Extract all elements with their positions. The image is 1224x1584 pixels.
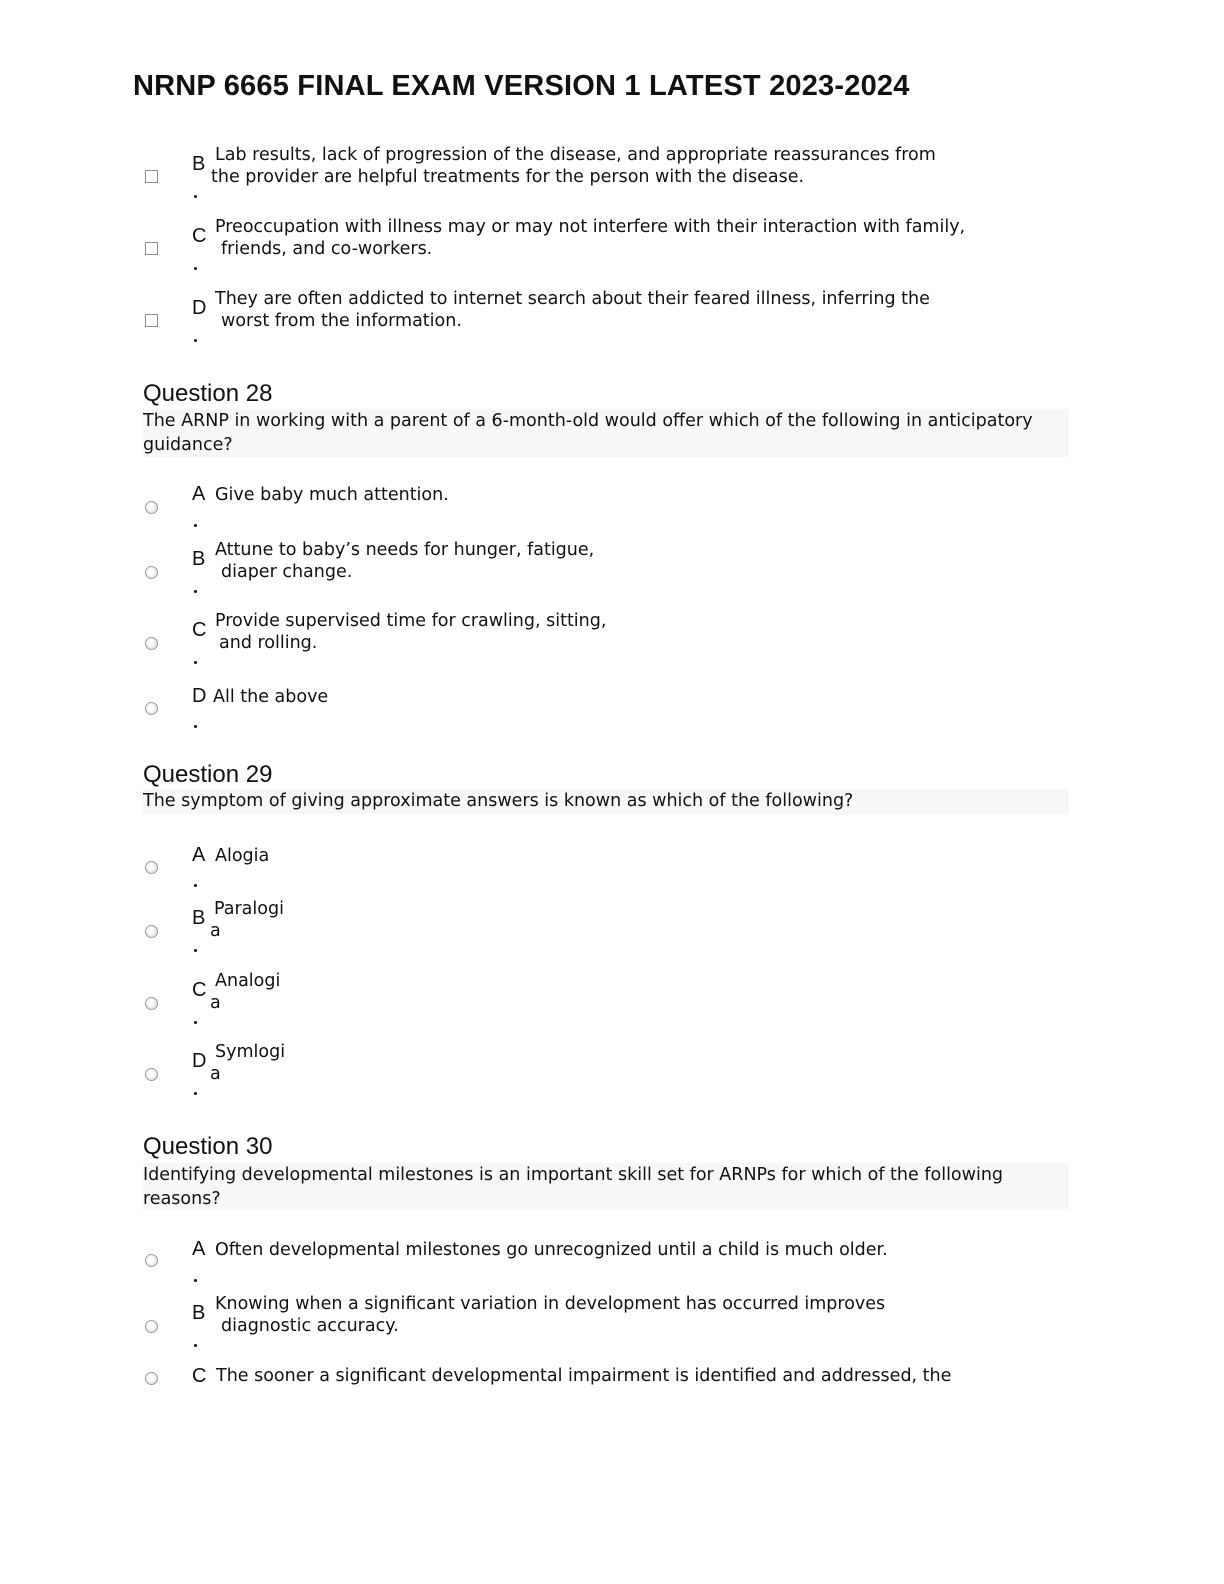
option-letter: B xyxy=(192,907,206,929)
option-letter: B xyxy=(192,153,206,175)
option-text xyxy=(215,1041,285,1063)
option-text-line1: Often developmental milestones go unrecognized until a child is much older. xyxy=(215,1240,888,1260)
bullet-dot xyxy=(194,1092,197,1095)
option-text xyxy=(215,1293,885,1337)
option-a[interactable] xyxy=(143,1237,1073,1287)
option-letter: D xyxy=(192,1050,207,1072)
option-letter: D xyxy=(192,297,207,319)
bullet-dot xyxy=(194,661,197,664)
option-text xyxy=(215,845,269,867)
option-text-line2: worst from the information. xyxy=(221,311,462,331)
option-letter: C xyxy=(192,1365,207,1387)
option-text xyxy=(215,216,965,260)
option-b[interactable] xyxy=(143,898,1073,958)
option-text-line1: Preoccupation with illness may or may not interfere with their interaction with family, xyxy=(215,217,966,237)
radio-button[interactable] xyxy=(145,861,158,874)
radio-button[interactable] xyxy=(145,1068,158,1081)
option-text-line1: Symlogi xyxy=(215,1042,286,1062)
option-letter: B xyxy=(192,1302,206,1324)
option-text xyxy=(215,970,280,992)
option-b[interactable] xyxy=(143,539,1073,599)
option-c[interactable] xyxy=(143,610,1073,670)
radio-button[interactable] xyxy=(145,702,158,715)
option-text-line1: Give baby much attention. xyxy=(215,485,449,505)
page-title: NRNP 6665 FINAL EXAM VERSION 1 LATEST 2023-2024 xyxy=(133,70,910,102)
checkbox[interactable] xyxy=(145,314,158,327)
option-b[interactable] xyxy=(143,1293,1073,1353)
option-text-line2: friends, and co-workers. xyxy=(221,239,433,259)
option-text xyxy=(211,144,936,188)
option-letter: B xyxy=(192,548,206,570)
option-text-line2: diaper change. xyxy=(221,562,353,582)
option-text-line1: Lab results, lack of progression of the disease, and appropriate reassurances from xyxy=(215,145,936,165)
option-text xyxy=(215,1239,888,1261)
question-text: Identifying developmental milestones is an important skill set for ARNPs for which of the following reasons? xyxy=(143,1163,1069,1210)
option-text xyxy=(215,610,606,654)
option-text-line1: Provide supervised time for crawling, sitting, xyxy=(215,611,607,631)
option-text-line2: the provider are helpful treatments for the person with the disease. xyxy=(211,167,805,187)
option-text-line1: Paralogi xyxy=(214,899,284,919)
radio-button[interactable] xyxy=(145,1320,158,1333)
option-text-line1: They are often addicted to internet search about their feared illness, inferring the xyxy=(215,289,930,309)
option-letter: C xyxy=(192,619,207,641)
option-text-line1: Attune to baby’s needs for hunger, fatigue, xyxy=(215,540,595,560)
bullet-dot xyxy=(194,524,197,527)
radio-button[interactable] xyxy=(145,501,158,514)
option-text-line1: All the above xyxy=(213,687,329,707)
question-heading: Question 28 xyxy=(143,380,273,407)
option-a[interactable] xyxy=(143,843,1073,893)
bullet-dot xyxy=(194,267,197,270)
option-letter: A xyxy=(192,483,206,505)
question-text: The ARNP in working with a parent of a 6-month-old would offer which of the following in anticipatory guidance? xyxy=(143,409,1069,457)
radio-button[interactable] xyxy=(145,1254,158,1267)
option-letter: A xyxy=(192,844,206,866)
option-text-line2: a xyxy=(210,993,221,1013)
option-text-line2: a xyxy=(210,1064,221,1084)
bullet-dot xyxy=(194,884,197,887)
option-c[interactable] xyxy=(143,216,1073,276)
radio-button[interactable] xyxy=(145,637,158,650)
option-letter: C xyxy=(192,979,207,1001)
option-text-line2: diagnostic accuracy. xyxy=(221,1316,399,1336)
option-text-line1: Knowing when a significant variation in development has occurred improves xyxy=(215,1294,886,1314)
option-text xyxy=(215,484,449,506)
bullet-dot xyxy=(194,949,197,952)
option-text xyxy=(213,686,328,708)
option-text-line1: Alogia xyxy=(215,846,270,866)
bullet-dot xyxy=(194,1279,197,1282)
option-text xyxy=(216,1365,951,1387)
bullet-dot xyxy=(194,590,197,593)
option-text xyxy=(215,288,930,332)
option-letter: C xyxy=(192,225,207,247)
question-heading: Question 29 xyxy=(143,761,273,788)
question-text: The symptom of giving approximate answers is known as which of the following? xyxy=(143,789,1069,814)
option-text xyxy=(215,539,594,583)
checkbox[interactable] xyxy=(145,242,158,255)
option-c[interactable] xyxy=(143,970,1073,1030)
option-d[interactable] xyxy=(143,684,1073,734)
option-text-line2: a xyxy=(210,921,221,941)
bullet-dot xyxy=(194,339,197,342)
option-a[interactable] xyxy=(143,482,1073,532)
option-text xyxy=(214,898,284,920)
option-c[interactable] xyxy=(143,1364,1073,1394)
checkbox[interactable] xyxy=(145,170,158,183)
option-text-line1: The sooner a significant developmental impairment is identified and addressed, the xyxy=(216,1366,952,1386)
option-b[interactable] xyxy=(143,144,1073,204)
radio-button[interactable] xyxy=(145,925,158,938)
radio-button[interactable] xyxy=(145,566,158,579)
option-d[interactable] xyxy=(143,1041,1073,1101)
bullet-dot xyxy=(194,1344,197,1347)
option-d[interactable] xyxy=(143,288,1073,348)
option-text-line2: and rolling. xyxy=(219,633,318,653)
question-heading: Question 30 xyxy=(143,1133,273,1160)
option-text-line1: Analogi xyxy=(215,971,281,991)
bullet-dot xyxy=(194,1021,197,1024)
bullet-dot xyxy=(194,195,197,198)
radio-button[interactable] xyxy=(145,1372,158,1385)
option-letter: A xyxy=(192,1238,206,1260)
option-letter: D xyxy=(192,685,207,707)
bullet-dot xyxy=(194,725,197,728)
radio-button[interactable] xyxy=(145,997,158,1010)
